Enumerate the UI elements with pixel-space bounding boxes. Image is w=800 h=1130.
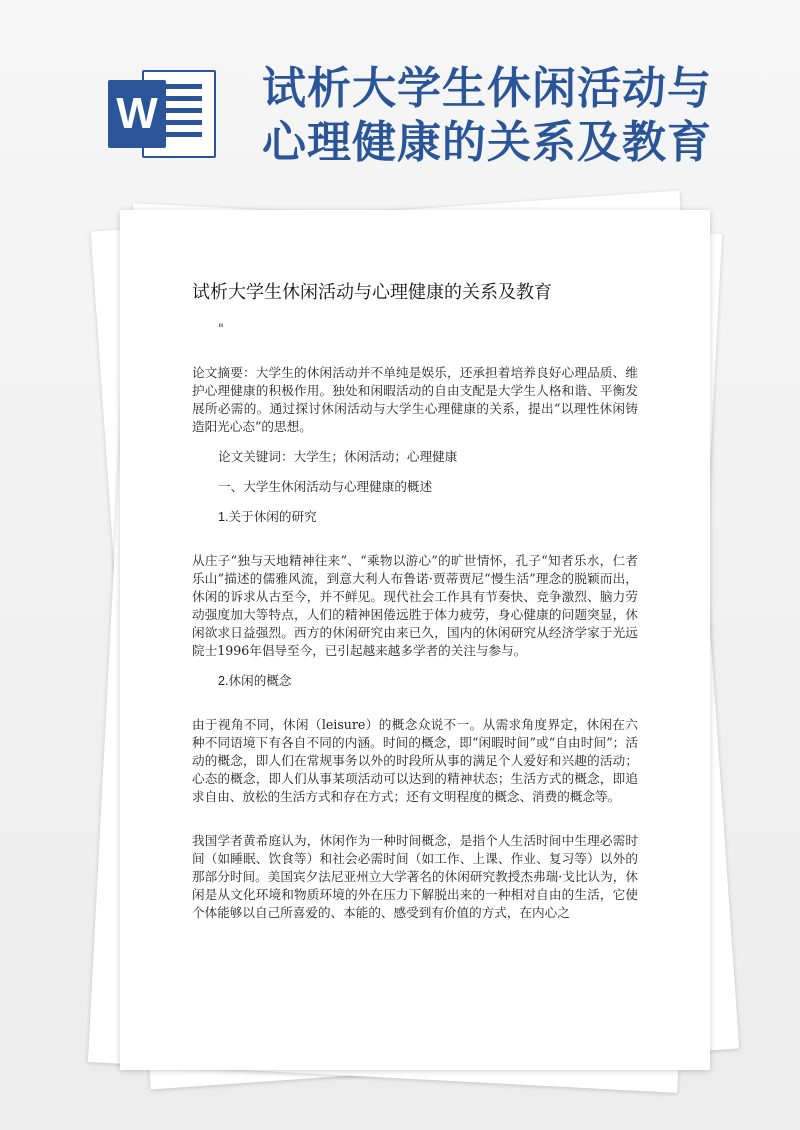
header-title-line1: 试析大学生休闲活动与 [262, 63, 712, 114]
body-paragraph: 从庄子“独与天地精神往来”、“乘物以游心”的旷世情怀，孔子“知者乐水，仁者乐山”描述的儒雅风流，到意大利人布鲁诺·贾蒂贾尼“慢生活”理念的脱颖而出，休闲的诉求从古至今，并不鲜见。现代社会工作具有节奏快、竞争激烈、脑力劳动强度加大等特点，人们的精神困倦远胜于体力疲劳，身心健康的问题突显，休闲欲求日益强烈。西方的休闲研究由来已久，国内的休闲研究从经济学家于光远院士1996年倡导至今，已引起越来越多学者的关注与参与。 [192, 553, 638, 658]
keywords-line: 论文关键词：大学生；休闲活动；心理健康 [218, 449, 458, 464]
abstract-paragraph: 论文摘要：大学生的休闲活动并不单纯是娱乐，还承担着培养良好心理品质、维护心理健康的积极作用。独处和闲暇活动的自由支配是大学生人格和谐、平衡发展所必需的。通过探讨休闲活动与大学生心理健康的关系，提出“以理性休闲铸造阳光心态”的思想。 [192, 365, 638, 434]
subsection-heading: 1.关于休闲的研究 [218, 510, 317, 524]
quote-mark: " [218, 321, 224, 336]
header-title-line2: 心理健康的关系及教育 [262, 117, 712, 168]
subsection-heading: 2.休闲的概念 [218, 674, 292, 688]
header-title [262, 62, 782, 170]
word-document-icon [108, 70, 216, 158]
body-paragraph: 我国学者黄希庭认为，休闲作为一种时间概念，是指个人生活时间中生理必需时间（如睡眠、饮食等）和社会必需时间（如工作、上课、作业、复习等）以外的那部分时间。美国宾夕法尼亚州立大学著名的休闲研究教授杰弗瑞·戈比认为，休闲是从文化环境和物质环境的外在压力下解脱出来的一种相对自由的生活，它使个体能够以自己所喜爱的、本能的、感受到有价值的方式，在内心之 [192, 833, 638, 920]
word-icon-badge: W [108, 80, 166, 148]
document-body [192, 280, 638, 934]
body-paragraph: 由于视角不同，休闲（leisure）的概念众说不一。从需求角度界定，休闲在六种不同语境下有各自不同的内涵。时间的概念，即“闲暇时间”或“自由时间”；活动的概念，即人们在常规事务以外的时段所从事的满足个人爱好和兴趣的活动；心态的概念，即人们从事某项活动可以达到的精神状态；生活方式的概念，即追求自由、放松的生活方式和存在方式；还有文明程度的概念、消费的概念等。 [192, 717, 638, 804]
document-paper [120, 210, 710, 1070]
document-title: 试析大学生休闲活动与心理健康的关系及教育 [192, 282, 552, 303]
section-heading: 一、大学生休闲活动与心理健康的概述 [218, 479, 433, 494]
